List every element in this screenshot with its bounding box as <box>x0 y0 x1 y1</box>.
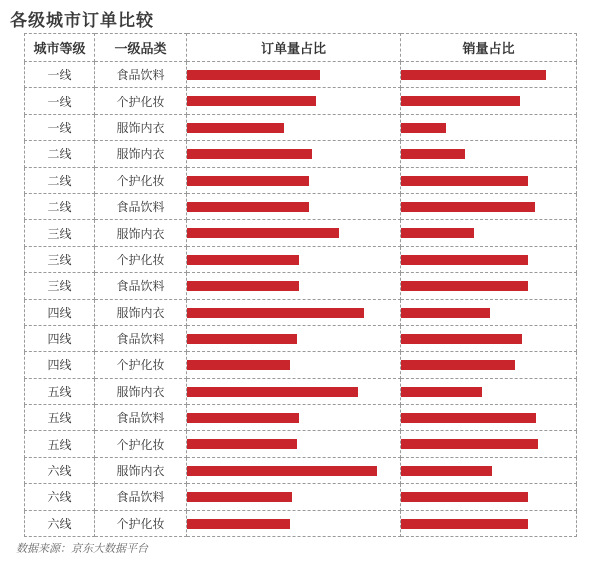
city-tier-cell: 六线 <box>25 457 95 483</box>
category-cell: 服饰内衣 <box>95 141 187 167</box>
order-share-cell <box>187 325 401 351</box>
order-share-cell <box>187 352 401 378</box>
order-share-cell <box>187 141 401 167</box>
table-row <box>25 62 577 88</box>
table-row <box>25 484 577 510</box>
sales-share-cell <box>401 352 577 378</box>
table-row <box>25 352 577 378</box>
sales-share-cell <box>401 325 577 351</box>
city-tier-cell: 二线 <box>25 141 95 167</box>
column-header-sales-share: 销量占比 <box>401 34 577 62</box>
order-share-bar <box>187 439 297 449</box>
sales-share-cell <box>401 273 577 299</box>
order-share-bar <box>187 255 299 265</box>
sales-share-cell <box>401 431 577 457</box>
table-row <box>25 114 577 140</box>
table-row <box>25 220 577 246</box>
city-tier-cell: 五线 <box>25 431 95 457</box>
sales-share-bar <box>401 413 536 423</box>
order-share-cell <box>187 273 401 299</box>
order-share-bar <box>187 360 290 370</box>
table-row <box>25 378 577 404</box>
sales-share-cell <box>401 141 577 167</box>
order-share-bar <box>187 149 312 159</box>
sales-share-cell <box>401 220 577 246</box>
sales-share-bar <box>401 492 528 502</box>
sales-share-bar <box>401 149 465 159</box>
city-tier-cell: 五线 <box>25 378 95 404</box>
order-share-bar <box>187 466 377 476</box>
sales-share-cell <box>401 193 577 219</box>
city-tier-cell: 二线 <box>25 193 95 219</box>
order-share-cell <box>187 88 401 114</box>
table-row <box>25 246 577 272</box>
city-tier-cell: 一线 <box>25 114 95 140</box>
table-row <box>25 167 577 193</box>
category-cell: 食品饮料 <box>95 484 187 510</box>
order-share-bar <box>187 176 309 186</box>
comparison-table <box>24 33 577 537</box>
data-source-note: 数据来源：京东大数据平台 <box>16 542 148 555</box>
city-tier-cell: 三线 <box>25 246 95 272</box>
order-share-bar <box>187 413 299 423</box>
order-share-cell <box>187 405 401 431</box>
sales-share-cell <box>401 405 577 431</box>
order-share-cell <box>187 431 401 457</box>
table-row <box>25 457 577 483</box>
category-cell: 服饰内衣 <box>95 114 187 140</box>
city-tier-cell: 三线 <box>25 273 95 299</box>
sales-share-bar <box>401 519 528 529</box>
order-share-bar <box>187 202 309 212</box>
sales-share-bar <box>401 123 446 133</box>
city-tier-cell: 五线 <box>25 405 95 431</box>
order-share-bar <box>187 281 299 291</box>
sales-share-bar <box>401 96 520 106</box>
sales-share-cell <box>401 457 577 483</box>
city-tier-cell: 一线 <box>25 62 95 88</box>
category-cell: 个护化妆 <box>95 246 187 272</box>
table-row <box>25 299 577 325</box>
order-share-bar <box>187 228 339 238</box>
city-tier-cell: 六线 <box>25 510 95 536</box>
city-tier-cell: 四线 <box>25 299 95 325</box>
order-share-cell <box>187 193 401 219</box>
city-tier-cell: 一线 <box>25 88 95 114</box>
sales-share-bar <box>401 439 538 449</box>
sales-share-bar <box>401 308 490 318</box>
order-share-cell <box>187 62 401 88</box>
category-cell: 食品饮料 <box>95 405 187 431</box>
column-header-tier: 城市等级 <box>25 34 95 62</box>
category-cell: 食品饮料 <box>95 193 187 219</box>
sales-share-cell <box>401 484 577 510</box>
category-cell: 服饰内衣 <box>95 457 187 483</box>
category-cell: 个护化妆 <box>95 88 187 114</box>
city-tier-cell: 四线 <box>25 325 95 351</box>
category-cell: 食品饮料 <box>95 325 187 351</box>
order-share-bar <box>187 308 364 318</box>
order-share-bar <box>187 70 320 80</box>
sales-share-bar <box>401 360 515 370</box>
column-header-order-share: 订单量占比 <box>187 34 401 62</box>
order-share-cell <box>187 299 401 325</box>
table-body <box>25 62 577 537</box>
category-cell: 食品饮料 <box>95 273 187 299</box>
order-share-bar <box>187 334 297 344</box>
order-share-cell <box>187 220 401 246</box>
header-row <box>25 34 577 62</box>
sales-share-bar <box>401 70 546 80</box>
sales-share-bar <box>401 255 528 265</box>
table-row <box>25 88 577 114</box>
sales-share-cell <box>401 62 577 88</box>
category-cell: 服饰内衣 <box>95 378 187 404</box>
order-share-bar <box>187 387 358 397</box>
sales-share-cell <box>401 88 577 114</box>
order-share-cell <box>187 114 401 140</box>
category-cell: 服饰内衣 <box>95 220 187 246</box>
sales-share-bar <box>401 281 528 291</box>
city-tier-cell: 六线 <box>25 484 95 510</box>
order-share-bar <box>187 96 316 106</box>
category-cell: 个护化妆 <box>95 352 187 378</box>
order-share-bar <box>187 123 284 133</box>
order-share-cell <box>187 510 401 536</box>
category-cell: 个护化妆 <box>95 167 187 193</box>
order-share-cell <box>187 167 401 193</box>
order-share-cell <box>187 484 401 510</box>
category-cell: 个护化妆 <box>95 431 187 457</box>
category-cell: 服饰内衣 <box>95 299 187 325</box>
order-share-cell <box>187 246 401 272</box>
sales-share-bar <box>401 466 492 476</box>
sales-share-cell <box>401 114 577 140</box>
table-row <box>25 510 577 536</box>
table-row <box>25 141 577 167</box>
category-cell: 个护化妆 <box>95 510 187 536</box>
city-tier-cell: 三线 <box>25 220 95 246</box>
sales-share-bar <box>401 176 528 186</box>
order-share-bar <box>187 519 290 529</box>
sales-share-cell <box>401 378 577 404</box>
city-tier-cell: 四线 <box>25 352 95 378</box>
sales-share-cell <box>401 167 577 193</box>
column-header-category: 一级品类 <box>95 34 187 62</box>
order-share-cell <box>187 378 401 404</box>
table-row <box>25 273 577 299</box>
city-tier-cell: 二线 <box>25 167 95 193</box>
table-row <box>25 405 577 431</box>
table-row <box>25 431 577 457</box>
order-share-cell <box>187 457 401 483</box>
chart-title: 各级城市订单比较 <box>10 11 154 31</box>
sales-share-bar <box>401 334 522 344</box>
sales-share-bar <box>401 387 482 397</box>
sales-share-bar <box>401 202 535 212</box>
table-row <box>25 193 577 219</box>
sales-share-cell <box>401 510 577 536</box>
order-share-bar <box>187 492 292 502</box>
sales-share-bar <box>401 228 474 238</box>
sales-share-cell <box>401 246 577 272</box>
table-row <box>25 325 577 351</box>
category-cell: 食品饮料 <box>95 62 187 88</box>
sales-share-cell <box>401 299 577 325</box>
